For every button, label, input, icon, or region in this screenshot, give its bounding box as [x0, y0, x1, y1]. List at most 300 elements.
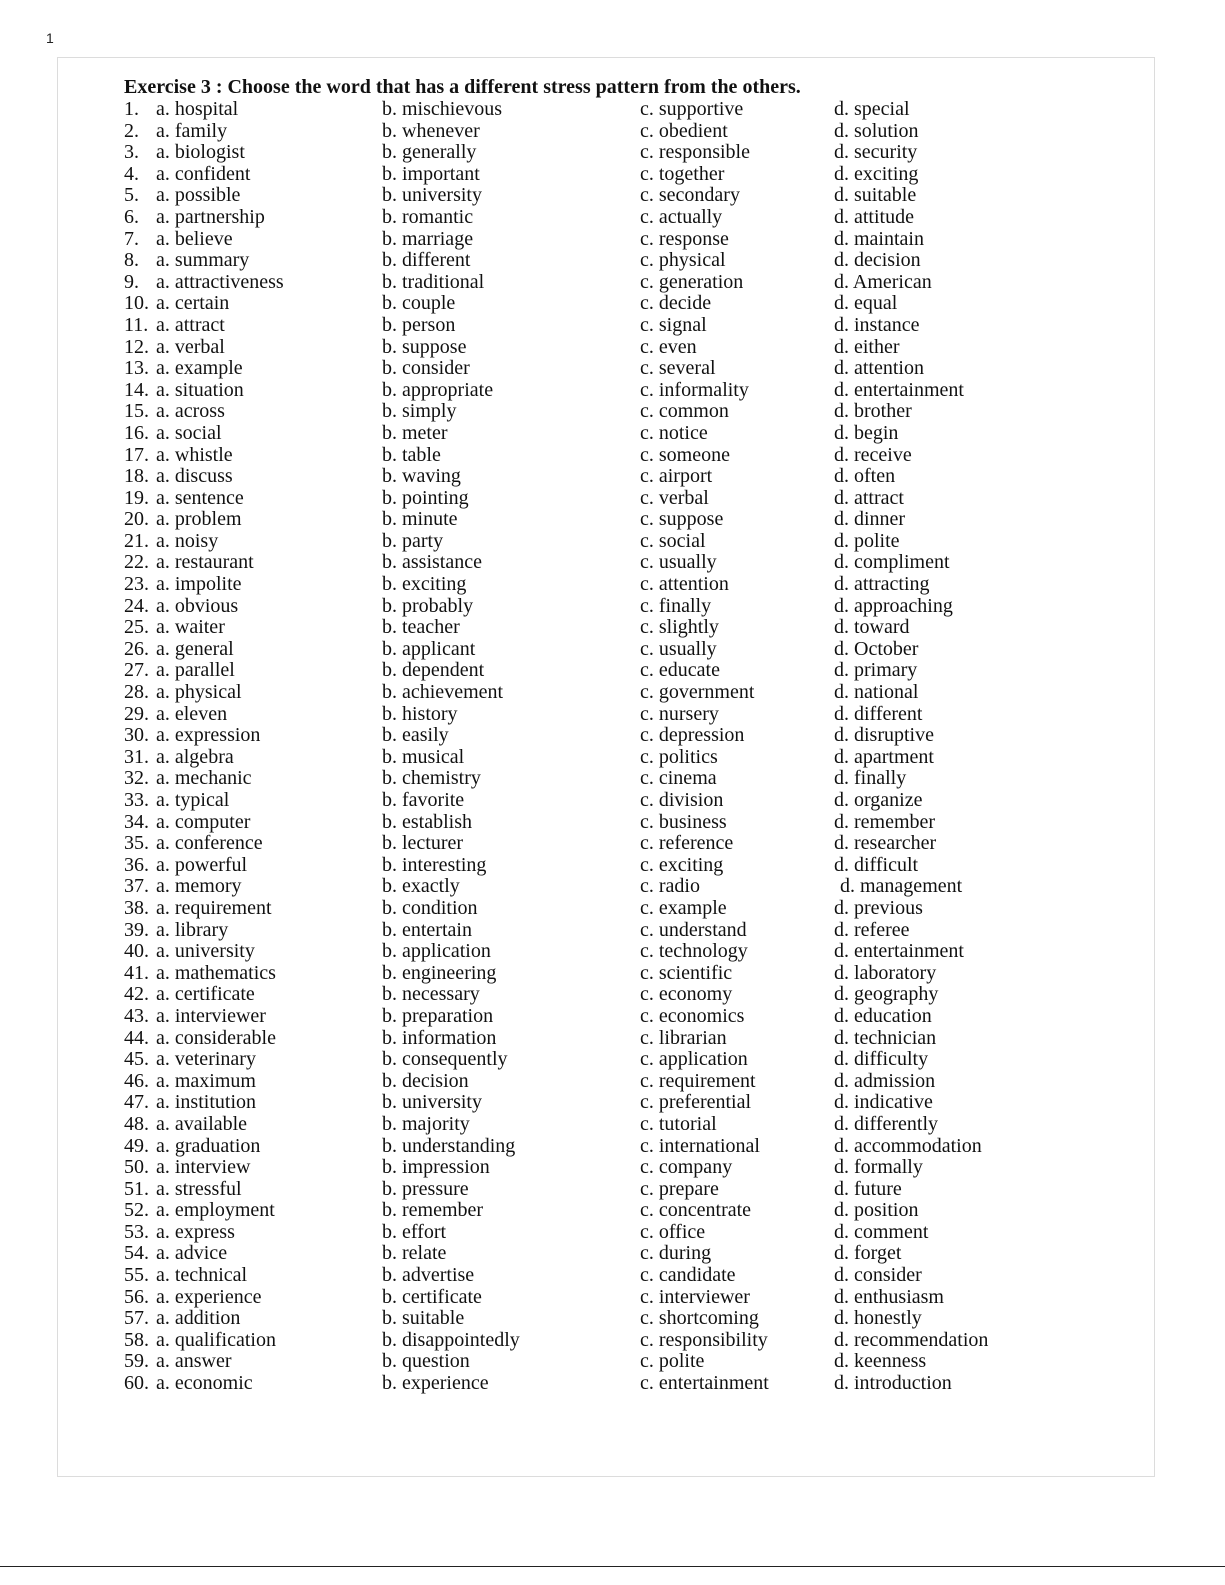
- option-a: a. maximum: [156, 1069, 256, 1092]
- option-a: a. possible: [156, 184, 241, 207]
- question-row: [124, 380, 1124, 402]
- question-row: [124, 1351, 1124, 1373]
- question-number: 17.: [124, 443, 149, 466]
- option-a: a. example: [156, 357, 243, 380]
- option-b: b. assistance: [382, 551, 482, 574]
- option-b: b. necessary: [382, 983, 480, 1006]
- option-a: a. discuss: [156, 465, 233, 488]
- option-d: d. forget: [834, 1242, 902, 1265]
- question-number: 22.: [124, 551, 149, 574]
- option-d: d. position: [834, 1199, 919, 1222]
- option-b: b. easily: [382, 724, 449, 747]
- question-row: [124, 876, 1124, 898]
- option-a: a. noisy: [156, 529, 219, 552]
- option-d: d. attention: [834, 357, 924, 380]
- option-b: b. achievement: [382, 681, 504, 704]
- option-a: a. technical: [156, 1264, 248, 1287]
- option-d: d. honestly: [834, 1307, 922, 1330]
- option-b: b. pressure: [382, 1177, 469, 1200]
- option-b: b. relate: [382, 1242, 447, 1265]
- option-d: d. polite: [834, 529, 900, 552]
- option-a: a. hospital: [156, 98, 239, 120]
- question-number: 38.: [124, 896, 149, 919]
- question-number: 23.: [124, 573, 149, 596]
- option-d: d. different: [834, 702, 923, 725]
- option-c: c. several: [640, 357, 716, 380]
- option-d: d. geography: [834, 983, 939, 1006]
- question-number: 55.: [124, 1264, 149, 1287]
- option-b: b. applicant: [382, 637, 476, 660]
- option-b: b. university: [382, 1091, 482, 1114]
- option-d: d. either: [834, 335, 900, 358]
- option-c: c. reference: [640, 832, 734, 855]
- question-number: 8.: [124, 249, 139, 272]
- question-number: 51.: [124, 1177, 149, 1200]
- option-b: b. exciting: [382, 573, 467, 596]
- question-row: [124, 790, 1124, 812]
- question-number: 60.: [124, 1372, 149, 1395]
- option-c: c. company: [640, 1156, 733, 1179]
- option-c: c. actually: [640, 205, 723, 228]
- option-d: d. consider: [834, 1264, 922, 1287]
- exercise-title: Exercise 3 : Choose the word that has a different stress pattern from the others.: [124, 76, 801, 98]
- question-row: [124, 1136, 1124, 1158]
- option-d: d. decision: [834, 249, 921, 272]
- option-c: c. common: [640, 400, 729, 423]
- question-row: [124, 164, 1124, 186]
- question-row: [124, 207, 1124, 229]
- question-number: 14.: [124, 378, 149, 401]
- option-d: d. begin: [834, 421, 899, 444]
- option-b: b. meter: [382, 421, 448, 444]
- question-number: 33.: [124, 789, 149, 811]
- option-b: b. certificate: [382, 1285, 482, 1308]
- option-c: c. understand: [640, 918, 747, 941]
- option-d: d. often: [834, 465, 896, 488]
- question-row: [124, 984, 1124, 1006]
- option-d: d. referee: [834, 918, 910, 941]
- question-row: [124, 1071, 1124, 1093]
- option-c: c. together: [640, 162, 725, 185]
- question-number: 15.: [124, 400, 149, 423]
- option-a: a. summary: [156, 249, 250, 272]
- question-number: 47.: [124, 1091, 149, 1114]
- question-number: 44.: [124, 1026, 149, 1049]
- option-c: c. exciting: [640, 853, 724, 876]
- option-d: d. previous: [834, 896, 923, 919]
- question-row: [124, 920, 1124, 942]
- option-a: a. whistle: [156, 443, 233, 466]
- option-b: b. majority: [382, 1112, 470, 1135]
- question-list: [124, 99, 1124, 1395]
- option-c: c. example: [640, 896, 727, 919]
- question-number: 21.: [124, 529, 149, 552]
- option-a: a. partnership: [156, 205, 265, 228]
- question-row: [124, 1092, 1124, 1114]
- question-row: [124, 272, 1124, 294]
- question-number: 7.: [124, 227, 139, 250]
- question-number: 6.: [124, 205, 139, 228]
- option-a: a. problem: [156, 508, 242, 531]
- question-number: 57.: [124, 1307, 149, 1330]
- question-row: [124, 812, 1124, 834]
- option-c: c. division: [640, 789, 724, 811]
- option-d: d. indicative: [834, 1091, 933, 1114]
- question-number: 2.: [124, 119, 139, 142]
- option-a: a. certificate: [156, 983, 255, 1006]
- option-d: d. management: [840, 875, 963, 898]
- question-row: [124, 941, 1124, 963]
- question-row: [124, 401, 1124, 423]
- option-b: b. remember: [382, 1199, 484, 1222]
- option-b: b. condition: [382, 896, 478, 919]
- option-a: a. experience: [156, 1285, 262, 1308]
- question-number: 19.: [124, 486, 149, 509]
- option-d: d. enthusiasm: [834, 1285, 944, 1308]
- option-c: c. concentrate: [640, 1199, 752, 1222]
- option-d: d. suitable: [834, 184, 917, 207]
- question-number: 53.: [124, 1220, 149, 1243]
- option-d: d. formally: [834, 1156, 923, 1179]
- option-c: c. obedient: [640, 119, 728, 142]
- option-c: c. prepare: [640, 1177, 719, 1200]
- option-c: c. someone: [640, 443, 730, 466]
- question-row: [124, 121, 1124, 143]
- option-a: a. biologist: [156, 141, 245, 164]
- option-d: d. finally: [834, 767, 907, 790]
- option-a: a. interview: [156, 1156, 251, 1179]
- option-a: a. university: [156, 940, 255, 963]
- question-number: 52.: [124, 1199, 149, 1222]
- question-number: 28.: [124, 681, 149, 704]
- question-row: [124, 704, 1124, 726]
- option-b: b. pointing: [382, 486, 469, 509]
- option-a: a. graduation: [156, 1134, 261, 1157]
- question-row: [124, 358, 1124, 380]
- option-d: d. American: [834, 270, 932, 293]
- question-number: 49.: [124, 1134, 149, 1157]
- question-row: [124, 617, 1124, 639]
- option-b: b. question: [382, 1350, 470, 1373]
- question-row: [124, 293, 1124, 315]
- option-b: b. couple: [382, 292, 456, 315]
- option-a: a. certain: [156, 292, 230, 315]
- option-c: c. business: [640, 810, 727, 833]
- question-row: [124, 963, 1124, 985]
- option-c: c. physical: [640, 249, 726, 272]
- question-number: 18.: [124, 465, 149, 488]
- question-row: [124, 185, 1124, 207]
- option-b: b. waving: [382, 465, 461, 488]
- option-c: c. supportive: [640, 98, 744, 120]
- option-c: c. office: [640, 1220, 706, 1243]
- option-b: b. dependent: [382, 659, 485, 682]
- option-a: a. computer: [156, 810, 251, 833]
- option-a: a. general: [156, 637, 234, 660]
- option-c: c. responsibility: [640, 1328, 768, 1351]
- option-b: b. experience: [382, 1372, 489, 1395]
- question-number: 54.: [124, 1242, 149, 1265]
- option-d: d. attitude: [834, 205, 914, 228]
- option-c: c. educate: [640, 659, 720, 682]
- option-a: a. memory: [156, 875, 242, 898]
- option-c: c. verbal: [640, 486, 709, 509]
- question-row: [124, 509, 1124, 531]
- option-a: a. physical: [156, 681, 242, 704]
- option-a: a. addition: [156, 1307, 241, 1330]
- question-number: 5.: [124, 184, 139, 207]
- option-b: b. marriage: [382, 227, 474, 250]
- option-d: d. apartment: [834, 745, 934, 768]
- option-b: b. impression: [382, 1156, 490, 1179]
- option-d: d. education: [834, 1004, 932, 1027]
- option-c: c. technology: [640, 940, 748, 963]
- question-number: 46.: [124, 1069, 149, 1092]
- option-b: b. romantic: [382, 205, 474, 228]
- option-d: d. equal: [834, 292, 898, 315]
- option-b: b. disappointedly: [382, 1328, 520, 1351]
- question-row: [124, 531, 1124, 553]
- option-b: b. important: [382, 162, 480, 185]
- option-b: b. decision: [382, 1069, 469, 1092]
- question-row: [124, 142, 1124, 164]
- option-c: c. usually: [640, 637, 717, 660]
- option-b: b. consequently: [382, 1048, 508, 1071]
- option-d: d. October: [834, 637, 919, 660]
- option-b: b. exactly: [382, 875, 460, 898]
- option-b: b. interesting: [382, 853, 487, 876]
- option-d: d. attracting: [834, 573, 930, 596]
- question-row: [124, 1006, 1124, 1028]
- question-row: [124, 747, 1124, 769]
- option-c: c. finally: [640, 594, 712, 617]
- option-d: d. security: [834, 141, 918, 164]
- question-number: 30.: [124, 724, 149, 747]
- option-a: a. library: [156, 918, 229, 941]
- question-row: [124, 725, 1124, 747]
- question-row: [124, 682, 1124, 704]
- question-number: 26.: [124, 637, 149, 660]
- option-c: c. preferential: [640, 1091, 752, 1114]
- option-b: b. information: [382, 1026, 497, 1049]
- option-d: d. approaching: [834, 594, 953, 617]
- question-number: 48.: [124, 1112, 149, 1135]
- option-a: a. waiter: [156, 616, 225, 639]
- option-b: b. different: [382, 249, 471, 272]
- option-d: d. solution: [834, 119, 919, 142]
- option-b: b. favorite: [382, 789, 465, 811]
- option-d: d. maintain: [834, 227, 924, 250]
- option-b: b. musical: [382, 745, 465, 768]
- question-row: [124, 1265, 1124, 1287]
- question-number: 31.: [124, 745, 149, 768]
- option-c: c. during: [640, 1242, 712, 1265]
- question-number: 59.: [124, 1350, 149, 1373]
- option-d: d. comment: [834, 1220, 929, 1243]
- option-a: a. interviewer: [156, 1004, 266, 1027]
- question-row: [124, 574, 1124, 596]
- question-row: [124, 596, 1124, 618]
- option-d: d. future: [834, 1177, 902, 1200]
- question-number: 41.: [124, 961, 149, 984]
- option-c: c. radio: [640, 875, 700, 898]
- question-row: [124, 1114, 1124, 1136]
- option-b: b. suppose: [382, 335, 467, 358]
- option-a: a. parallel: [156, 659, 235, 682]
- question-row: [124, 1287, 1124, 1309]
- option-b: b. suitable: [382, 1307, 465, 1330]
- question-number: 24.: [124, 594, 149, 617]
- question-row: [124, 1049, 1124, 1071]
- option-b: b. party: [382, 529, 444, 552]
- option-b: b. chemistry: [382, 767, 481, 790]
- question-number: 9.: [124, 270, 139, 293]
- option-a: a. across: [156, 400, 225, 423]
- option-a: a. attractiveness: [156, 270, 284, 293]
- option-d: d. admission: [834, 1069, 936, 1092]
- option-a: a. conference: [156, 832, 263, 855]
- question-row: [124, 250, 1124, 272]
- option-a: a. algebra: [156, 745, 234, 768]
- question-row: [124, 1028, 1124, 1050]
- option-a: a. mechanic: [156, 767, 252, 790]
- question-number: 1.: [124, 98, 139, 120]
- option-a: a. confident: [156, 162, 251, 185]
- option-d: d. brother: [834, 400, 912, 423]
- option-c: c. response: [640, 227, 729, 250]
- option-b: b. whenever: [382, 119, 480, 142]
- option-a: a. considerable: [156, 1026, 276, 1049]
- option-d: d. primary: [834, 659, 918, 682]
- question-row: [124, 833, 1124, 855]
- option-c: c. cinema: [640, 767, 717, 790]
- option-d: d. attract: [834, 486, 904, 509]
- question-row: [124, 898, 1124, 920]
- option-b: b. university: [382, 184, 482, 207]
- option-c: c. secondary: [640, 184, 740, 207]
- question-row: [124, 552, 1124, 574]
- question-number: 42.: [124, 983, 149, 1006]
- option-d: d. recommendation: [834, 1328, 989, 1351]
- option-b: b. lecturer: [382, 832, 464, 855]
- option-c: c. requirement: [640, 1069, 756, 1092]
- option-a: a. obvious: [156, 594, 239, 617]
- option-c: c. informality: [640, 378, 749, 401]
- option-c: c. even: [640, 335, 697, 358]
- option-d: d. instance: [834, 313, 920, 336]
- option-c: c. signal: [640, 313, 707, 336]
- option-c: c. government: [640, 681, 755, 704]
- option-a: a. restaurant: [156, 551, 254, 574]
- option-a: a. typical: [156, 789, 230, 811]
- question-row: [124, 1179, 1124, 1201]
- option-b: b. teacher: [382, 616, 460, 639]
- question-row: [124, 1200, 1124, 1222]
- option-c: c. international: [640, 1134, 760, 1157]
- question-number: 3.: [124, 141, 139, 164]
- option-c: c. notice: [640, 421, 708, 444]
- option-d: d. keenness: [834, 1350, 927, 1373]
- option-a: a. answer: [156, 1350, 232, 1373]
- option-c: c. candidate: [640, 1264, 736, 1287]
- page-divider: [0, 1566, 1225, 1567]
- option-c: c. social: [640, 529, 706, 552]
- option-a: a. advice: [156, 1242, 228, 1265]
- option-d: d. difficulty: [834, 1048, 929, 1071]
- option-b: b. probably: [382, 594, 474, 617]
- question-number: 40.: [124, 940, 149, 963]
- option-a: a. employment: [156, 1199, 275, 1222]
- option-d: d. technician: [834, 1026, 937, 1049]
- option-b: b. generally: [382, 141, 477, 164]
- question-number: 11.: [124, 313, 149, 336]
- option-d: d. researcher: [834, 832, 937, 855]
- question-number: 20.: [124, 508, 149, 531]
- option-d: d. differently: [834, 1112, 939, 1135]
- option-c: c. politics: [640, 745, 718, 768]
- option-c: c. generation: [640, 270, 744, 293]
- option-c: c. shortcoming: [640, 1307, 759, 1330]
- option-c: c. nursery: [640, 702, 719, 725]
- question-row: [124, 1308, 1124, 1330]
- option-a: a. express: [156, 1220, 235, 1243]
- option-d: d. receive: [834, 443, 912, 466]
- option-b: b. appropriate: [382, 378, 494, 401]
- option-d: d. special: [834, 98, 910, 120]
- question-row: [124, 1243, 1124, 1265]
- question-row: [124, 337, 1124, 359]
- option-c: c. attention: [640, 573, 729, 596]
- option-c: c. polite: [640, 1350, 705, 1373]
- question-number: 45.: [124, 1048, 149, 1071]
- option-d: d. laboratory: [834, 961, 937, 984]
- question-number: 34.: [124, 810, 149, 833]
- option-d: d. toward: [834, 616, 910, 639]
- option-b: b. person: [382, 313, 456, 336]
- question-row: [124, 229, 1124, 251]
- question-number: 56.: [124, 1285, 149, 1308]
- question-number: 27.: [124, 659, 149, 682]
- option-a: a. impolite: [156, 573, 242, 596]
- question-row: [124, 315, 1124, 337]
- option-b: b. effort: [382, 1220, 447, 1243]
- option-a: a. sentence: [156, 486, 244, 509]
- option-a: a. family: [156, 119, 228, 142]
- option-c: c. usually: [640, 551, 717, 574]
- option-b: b. entertain: [382, 918, 472, 941]
- option-c: c. economics: [640, 1004, 745, 1027]
- question-row: [124, 1157, 1124, 1179]
- question-number: 10.: [124, 292, 149, 315]
- option-b: b. simply: [382, 400, 457, 423]
- option-c: c. decide: [640, 292, 712, 315]
- option-c: c. tutorial: [640, 1112, 717, 1135]
- question-row: [124, 99, 1124, 121]
- option-a: a. social: [156, 421, 222, 444]
- question-number: 4.: [124, 162, 139, 185]
- option-a: a. attract: [156, 313, 225, 336]
- question-row: [124, 1222, 1124, 1244]
- question-number: 58.: [124, 1328, 149, 1351]
- question-number: 32.: [124, 767, 149, 790]
- option-b: b. preparation: [382, 1004, 494, 1027]
- option-b: b. minute: [382, 508, 458, 531]
- option-b: b. mischievous: [382, 98, 502, 120]
- option-d: d. compliment: [834, 551, 950, 574]
- question-row: [124, 639, 1124, 661]
- question-number: 37.: [124, 875, 149, 898]
- option-b: b. understanding: [382, 1134, 516, 1157]
